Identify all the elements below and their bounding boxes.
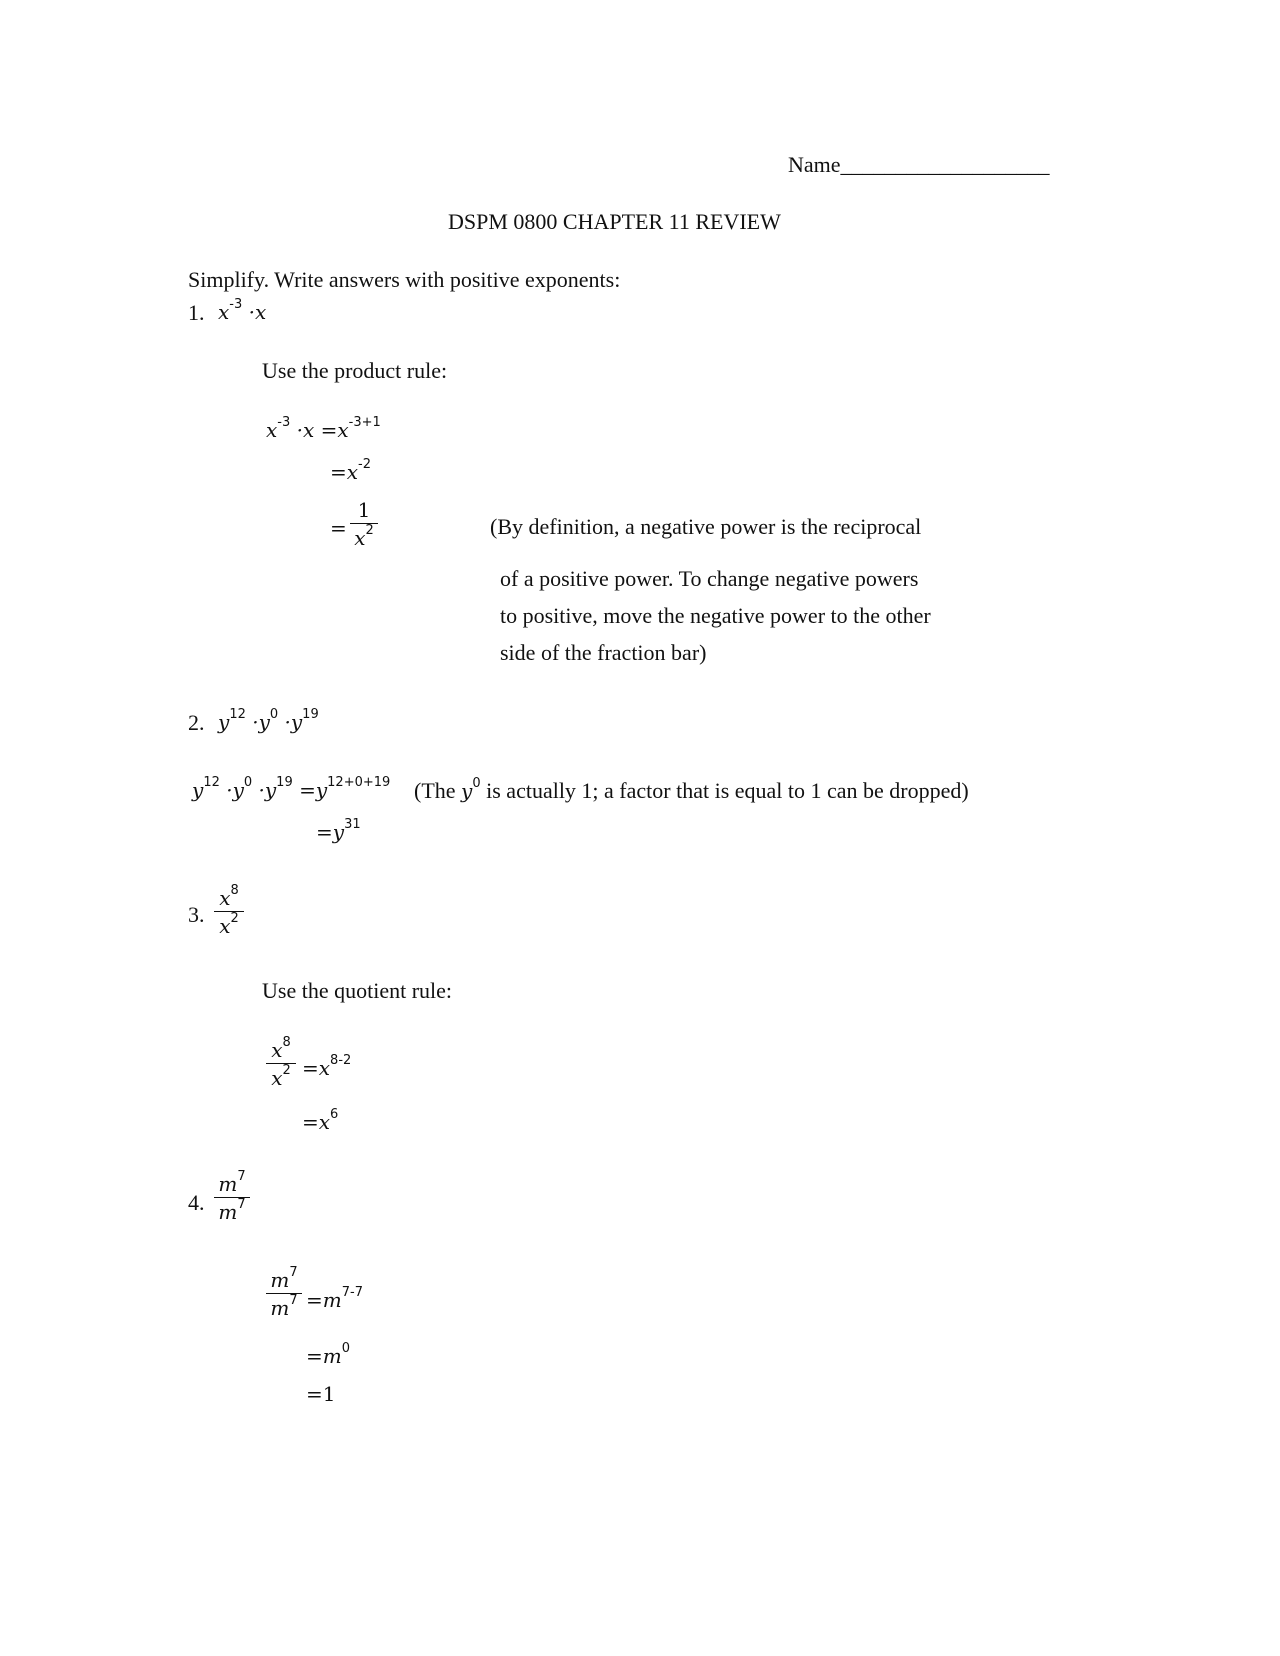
problem-2-step-2: $=y^{31}$ [316,817,361,844]
problem-1-step-1: $x^{-3} \cdot x =x^{-3+1}$ [266,415,381,442]
problem-1-step-2: $=x^{-2}$ [330,457,372,484]
problem-3-note: Use the quotient rule: [262,978,453,1003]
problem-3-step-2: $=x^6$ [302,1107,339,1134]
problem-2-comment-prefix: (The [414,778,456,803]
problem-1-step-3-equals: = [330,516,347,540]
problem-3-number: 3. [188,902,205,927]
problem-4-number: 4. [188,1190,205,1215]
problem-2-expression: $y^{12} \cdot y^0 \cdot y^{19}$ [218,707,319,734]
problem-4-step-1-result: $=m^{7-7}$ [306,1285,363,1312]
problem-1-explanation-line-3: to positive, move the negative power to the other [500,603,931,628]
problem-1-expression: $x^{-3} \cdot x$ [218,297,267,324]
problem-2-comment [414,776,969,803]
problem-4-step-1-fraction: $m^7$ $m^7$ [266,1270,302,1318]
problem-4-step-3: =1 [306,1382,336,1406]
problem-2-number: 2. [188,710,205,735]
problem-2-comment-suffix: is actually 1; a factor that is equal to 1 can be dropped) [486,778,969,803]
problem-2-comment-term: $y^0$ [461,776,481,803]
problem-4-fraction: $m^7$ $m^7$ [214,1174,250,1222]
name-field-label: Name___________________ [788,152,1050,177]
problem-1-step-3-fraction: 1 $x^2$ [350,500,378,548]
page-title: DSPM 0800 CHAPTER 11 REVIEW [448,209,781,234]
problem-1-explanation-line-2: of a positive power. To change negative powers [500,566,919,591]
problem-1-note: Use the product rule: [262,358,448,383]
problem-1-number: 1. [188,300,205,325]
problem-3-fraction: $x^8$ $x^2$ [214,888,244,936]
problem-4-step-2: $=m^0$ [306,1341,351,1368]
problem-1-explanation-line-4: side of the fraction bar) [500,640,707,665]
problem-2-step-1: $y^{12} \cdot y^0 \cdot y^{19} =y^{12+0+19}$ [192,775,391,802]
problem-3-step-1-fraction: $x^8$ $x^2$ [266,1040,296,1088]
instructions: Simplify. Write answers with positive exponents: [188,267,621,292]
problem-1-explanation-line-1: (By definition, a negative power is the reciprocal [490,514,922,539]
problem-3-step-1-result: $=x^{8-2}$ [302,1053,352,1080]
